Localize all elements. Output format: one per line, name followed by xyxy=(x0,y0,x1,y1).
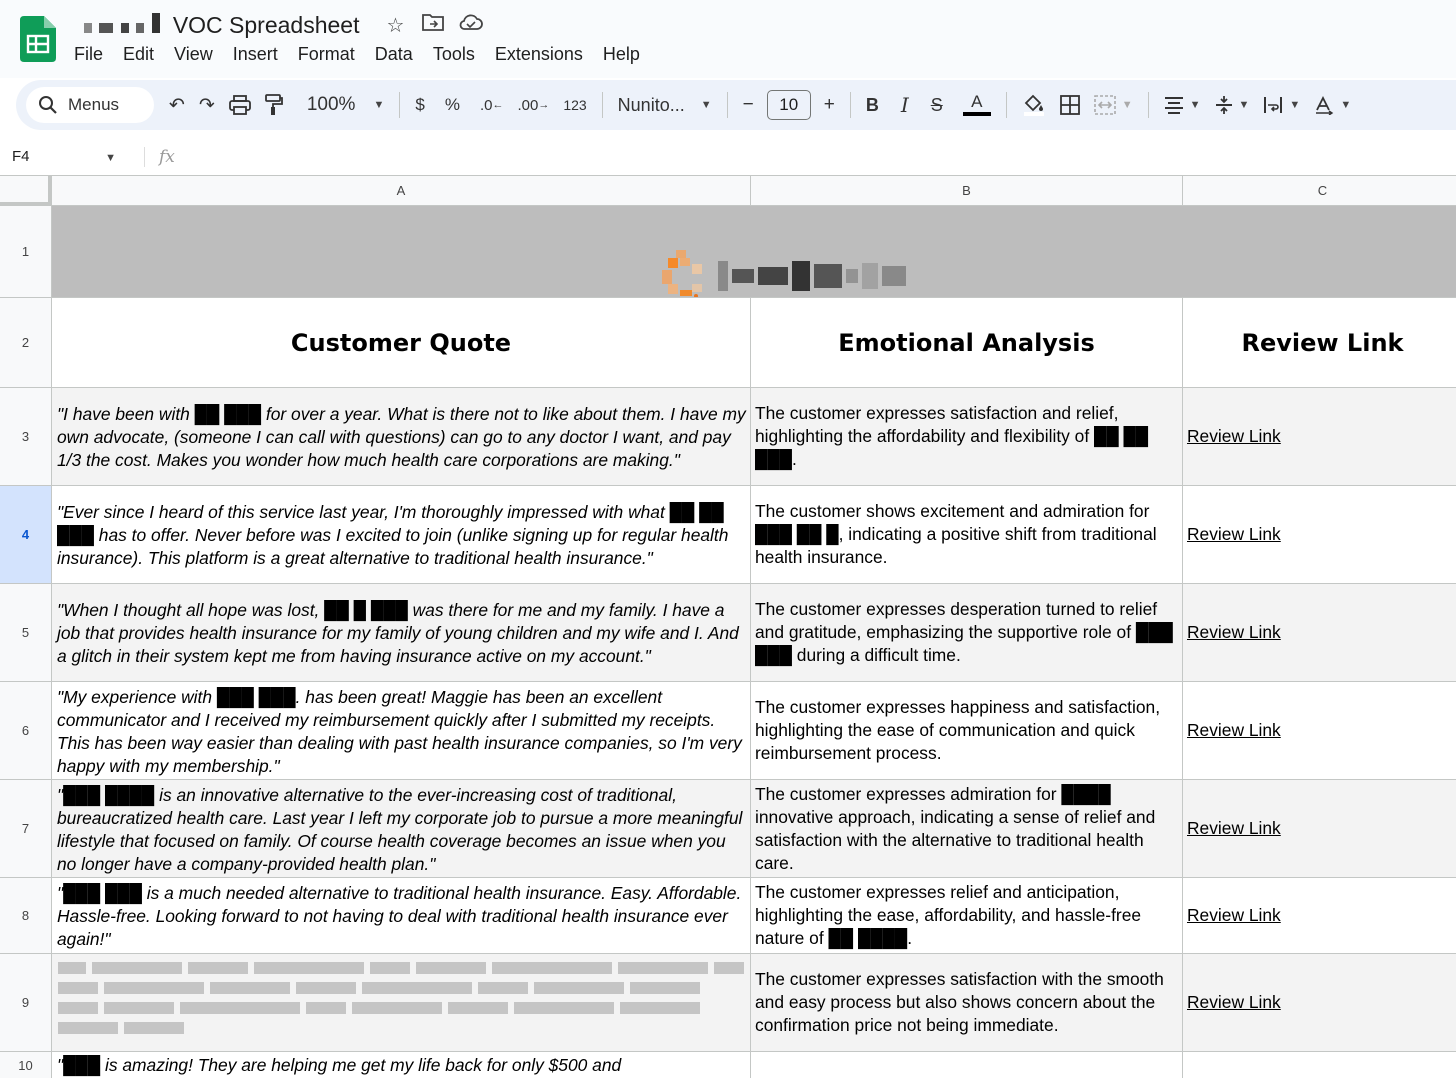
company-logo xyxy=(662,250,906,298)
chevron-down-icon: ▼ xyxy=(1189,99,1201,111)
text-wrapping-icon[interactable] xyxy=(1256,87,1307,123)
spreadsheet-grid xyxy=(0,176,1456,1078)
paint-format-icon[interactable] xyxy=(258,87,290,123)
brand-logo-icon xyxy=(662,250,710,298)
font-name: Nunito... xyxy=(617,94,685,115)
analysis-cell[interactable]: The customer expresses satisfaction and relief, highlighting the affordability and flexibility of ██ ██ ███. xyxy=(751,388,1183,486)
review-link-cell[interactable] xyxy=(1183,682,1456,780)
menu-extensions[interactable]: Extensions xyxy=(494,44,583,64)
vertical-align-icon[interactable] xyxy=(1208,87,1257,123)
menu-file[interactable]: File xyxy=(74,44,104,64)
chevron-down-icon: ▼ xyxy=(1121,99,1133,111)
toolbar-divider xyxy=(727,92,728,118)
zoom-select[interactable] xyxy=(300,87,392,123)
increase-font-size-icon[interactable]: + xyxy=(823,94,835,115)
merge-cells-icon[interactable] xyxy=(1087,87,1140,123)
text-color-swatch xyxy=(963,112,991,116)
quote-cell[interactable]: "███ ███ is a much needed alternative to traditional health insurance. Easy. Affordable. Hassle-free. Looking forward to not having to deal with traditional health insurance ever again!" xyxy=(52,878,751,954)
chevron-down-icon: ▼ xyxy=(373,99,385,111)
review-link-cell[interactable] xyxy=(1183,584,1456,682)
increase-decimal-button[interactable]: .00 → xyxy=(517,96,550,114)
menu-help[interactable]: Help xyxy=(602,44,640,64)
row-header-6[interactable]: 6 xyxy=(0,682,52,780)
select-all-corner[interactable] xyxy=(0,176,52,206)
bold-button[interactable]: B xyxy=(865,94,879,115)
row-header-8[interactable]: 8 xyxy=(0,878,52,954)
review-link[interactable]: Review Link xyxy=(1187,720,1281,740)
toolbar xyxy=(16,80,1456,130)
row-header-9[interactable]: 9 xyxy=(0,954,52,1052)
text-rotation-icon[interactable] xyxy=(1307,87,1358,123)
row-header-4[interactable]: 4 xyxy=(0,486,52,584)
toolbar-divider xyxy=(399,92,400,118)
redo-icon[interactable]: ↷ xyxy=(198,94,215,116)
review-link[interactable]: Review Link xyxy=(1187,905,1281,925)
row-header-7[interactable]: 7 xyxy=(0,780,52,878)
review-link-cell[interactable] xyxy=(1183,388,1456,486)
formula-bar xyxy=(0,138,1456,176)
quote-cell[interactable]: "███ is amazing! They are helping me get my life back for only $500 and xyxy=(52,1052,751,1078)
row-header-2[interactable]: 2 xyxy=(0,298,52,388)
header-emotional-analysis[interactable]: Emotional Analysis xyxy=(751,298,1183,388)
chevron-down-icon: ▼ xyxy=(105,151,116,164)
print-icon[interactable] xyxy=(222,87,258,123)
toolbar-divider xyxy=(1006,92,1007,118)
chevron-down-icon: ▼ xyxy=(700,99,712,111)
review-link-cell[interactable] xyxy=(1183,486,1456,584)
decrease-decimal-label: .0 xyxy=(479,96,493,114)
search-label: Menus xyxy=(68,95,120,114)
text-color-label: A xyxy=(971,92,983,111)
column-header-a[interactable]: A xyxy=(52,176,751,206)
analysis-cell[interactable] xyxy=(751,1052,1183,1078)
font-size-input[interactable]: 10 xyxy=(767,90,811,120)
name-box[interactable] xyxy=(0,138,130,176)
toolbar-divider xyxy=(602,92,603,118)
review-link[interactable]: Review Link xyxy=(1187,524,1281,544)
row-header-10[interactable]: 10 xyxy=(0,1052,52,1078)
zoom-value: 100% xyxy=(306,94,356,115)
menu-view[interactable]: View xyxy=(174,44,213,64)
percent-format-button[interactable]: % xyxy=(444,95,460,114)
row-header-5[interactable]: 5 xyxy=(0,584,52,682)
column-header-b[interactable]: B xyxy=(751,176,1183,206)
toolbar-divider xyxy=(850,92,851,118)
logo-banner-cell[interactable] xyxy=(52,206,1456,298)
redacted-quote-text xyxy=(52,954,750,1042)
search-menus[interactable] xyxy=(26,87,154,123)
quote-cell[interactable]: "My experience with ███ ███. has been great! Maggie has been an excellent communicator and I received my reimbursement quickly after I submitted my receipts. This has been way easier than dealing with past health insurance companies, so I'm very happy with my membership." xyxy=(52,682,751,780)
header-customer-quote[interactable]: Customer Quote xyxy=(52,298,751,388)
menu-edit[interactable]: Edit xyxy=(123,44,155,64)
review-link-cell[interactable] xyxy=(1183,954,1456,1052)
menu-tools[interactable]: Tools xyxy=(432,44,475,64)
analysis-cell[interactable]: The customer expresses admiration for ████ innovative approach, indicating a sense of relief and satisfaction with the alternative to traditional health care. xyxy=(751,780,1183,878)
italic-button[interactable]: I xyxy=(900,93,909,117)
review-link[interactable]: Review Link xyxy=(1187,622,1281,642)
star-icon[interactable]: ☆ xyxy=(386,14,405,37)
review-link-cell[interactable] xyxy=(1183,1052,1456,1078)
review-link-cell[interactable] xyxy=(1183,780,1456,878)
chevron-down-icon: ▼ xyxy=(1238,99,1250,111)
menu-insert[interactable]: Insert xyxy=(232,44,278,64)
font-select[interactable] xyxy=(611,87,719,123)
analysis-cell[interactable]: The customer expresses desperation turned to relief and gratitude, emphasizing the supportive role of ███ ███ during a difficult time. xyxy=(751,584,1183,682)
menu-bar xyxy=(74,42,660,67)
review-link[interactable]: Review Link xyxy=(1187,992,1281,1012)
analysis-cell[interactable]: The customer expresses satisfaction with the smooth and easy process but also shows concern about the confirmation price not being immediate. xyxy=(751,954,1183,1052)
fx-icon: fx xyxy=(144,147,175,167)
header-review-link[interactable]: Review Link xyxy=(1183,298,1456,388)
cell-reference: F4 xyxy=(12,148,30,165)
quote-cell[interactable]: "I have been with ██ ███ for over a year. What is there not to like about them. I have my own advocate, (someone I can call with questions) can go to any doctor I want, and pay 1/3 the cost. Makes you wonder how much health care corporations are making." xyxy=(52,388,751,486)
number-format-button[interactable]: 123 xyxy=(563,97,587,113)
review-link[interactable]: Review Link xyxy=(1187,426,1281,446)
decrease-font-size-icon[interactable]: − xyxy=(742,94,754,115)
redacted-brand-name xyxy=(718,261,906,291)
document-title[interactable]: VOC Spreadsheet xyxy=(172,11,360,38)
decrease-decimal-button[interactable]: .0 ← xyxy=(479,96,504,114)
toolbar-divider xyxy=(1148,92,1149,118)
horizontal-align-icon[interactable] xyxy=(1157,87,1208,123)
menu-data[interactable]: Data xyxy=(374,44,413,64)
review-link[interactable]: Review Link xyxy=(1187,818,1281,838)
chevron-down-icon: ▼ xyxy=(1340,99,1352,111)
quote-cell[interactable]: "███ ████ is an innovative alternative to the ever-increasing cost of traditional, bureaucratized health care. Last year I left my corporate job to pursue a more meaningful lifestyle that focused on family. Of course health coverage becomes an issue when you no longer have a company-provided health plan." xyxy=(52,780,751,878)
title-row xyxy=(84,10,483,40)
cloud-saved-icon[interactable] xyxy=(459,13,483,37)
analysis-cell[interactable]: The customer expresses happiness and satisfaction, highlighting the ease of communication and quick reimbursement process. xyxy=(751,682,1183,780)
column-header-c[interactable]: C xyxy=(1183,176,1456,206)
sheets-logo-icon[interactable] xyxy=(20,16,56,62)
app-bar xyxy=(0,0,1456,78)
move-folder-icon[interactable] xyxy=(421,13,445,37)
menu-format[interactable]: Format xyxy=(297,44,355,64)
strikethrough-button[interactable]: S xyxy=(930,94,943,115)
text-color-button[interactable] xyxy=(956,87,998,123)
fill-color-icon[interactable] xyxy=(1015,87,1053,123)
search-icon xyxy=(38,95,58,115)
quote-cell[interactable]: "When I thought all hope was lost, ██ █ ███ was there for me and my family. I have a job that provides health insurance for my family of young children and my wife and I. And a glitch in their system kept me from having insurance active on my account." xyxy=(52,584,751,682)
quote-cell-redacted[interactable] xyxy=(52,954,751,1052)
analysis-cell[interactable]: The customer expresses relief and anticipation, highlighting the ease, affordability, and hassle-free nature of ██ ████. xyxy=(751,878,1183,954)
row-header-3[interactable]: 3 xyxy=(0,388,52,486)
row-header-1[interactable]: 1 xyxy=(0,206,52,298)
redacted-prefix xyxy=(84,13,163,38)
borders-icon[interactable] xyxy=(1053,87,1087,123)
review-link-cell[interactable] xyxy=(1183,878,1456,954)
chevron-down-icon: ▼ xyxy=(1289,99,1301,111)
analysis-cell[interactable]: The customer shows excitement and admiration for ███ ██ █, indicating a positive shift from traditional health insurance. xyxy=(751,486,1183,584)
increase-decimal-label: .00 xyxy=(517,96,539,114)
quote-cell[interactable]: "Ever since I heard of this service last year, I'm thoroughly impressed with what ██ ██ ███ has to offer. Never before was I excited to join (unlike signing up for regular health insurance). This platform is a great alternative to traditional health insurance." xyxy=(52,486,751,584)
undo-icon[interactable]: ↶ xyxy=(169,94,185,116)
currency-format-button[interactable]: $ xyxy=(415,95,425,114)
